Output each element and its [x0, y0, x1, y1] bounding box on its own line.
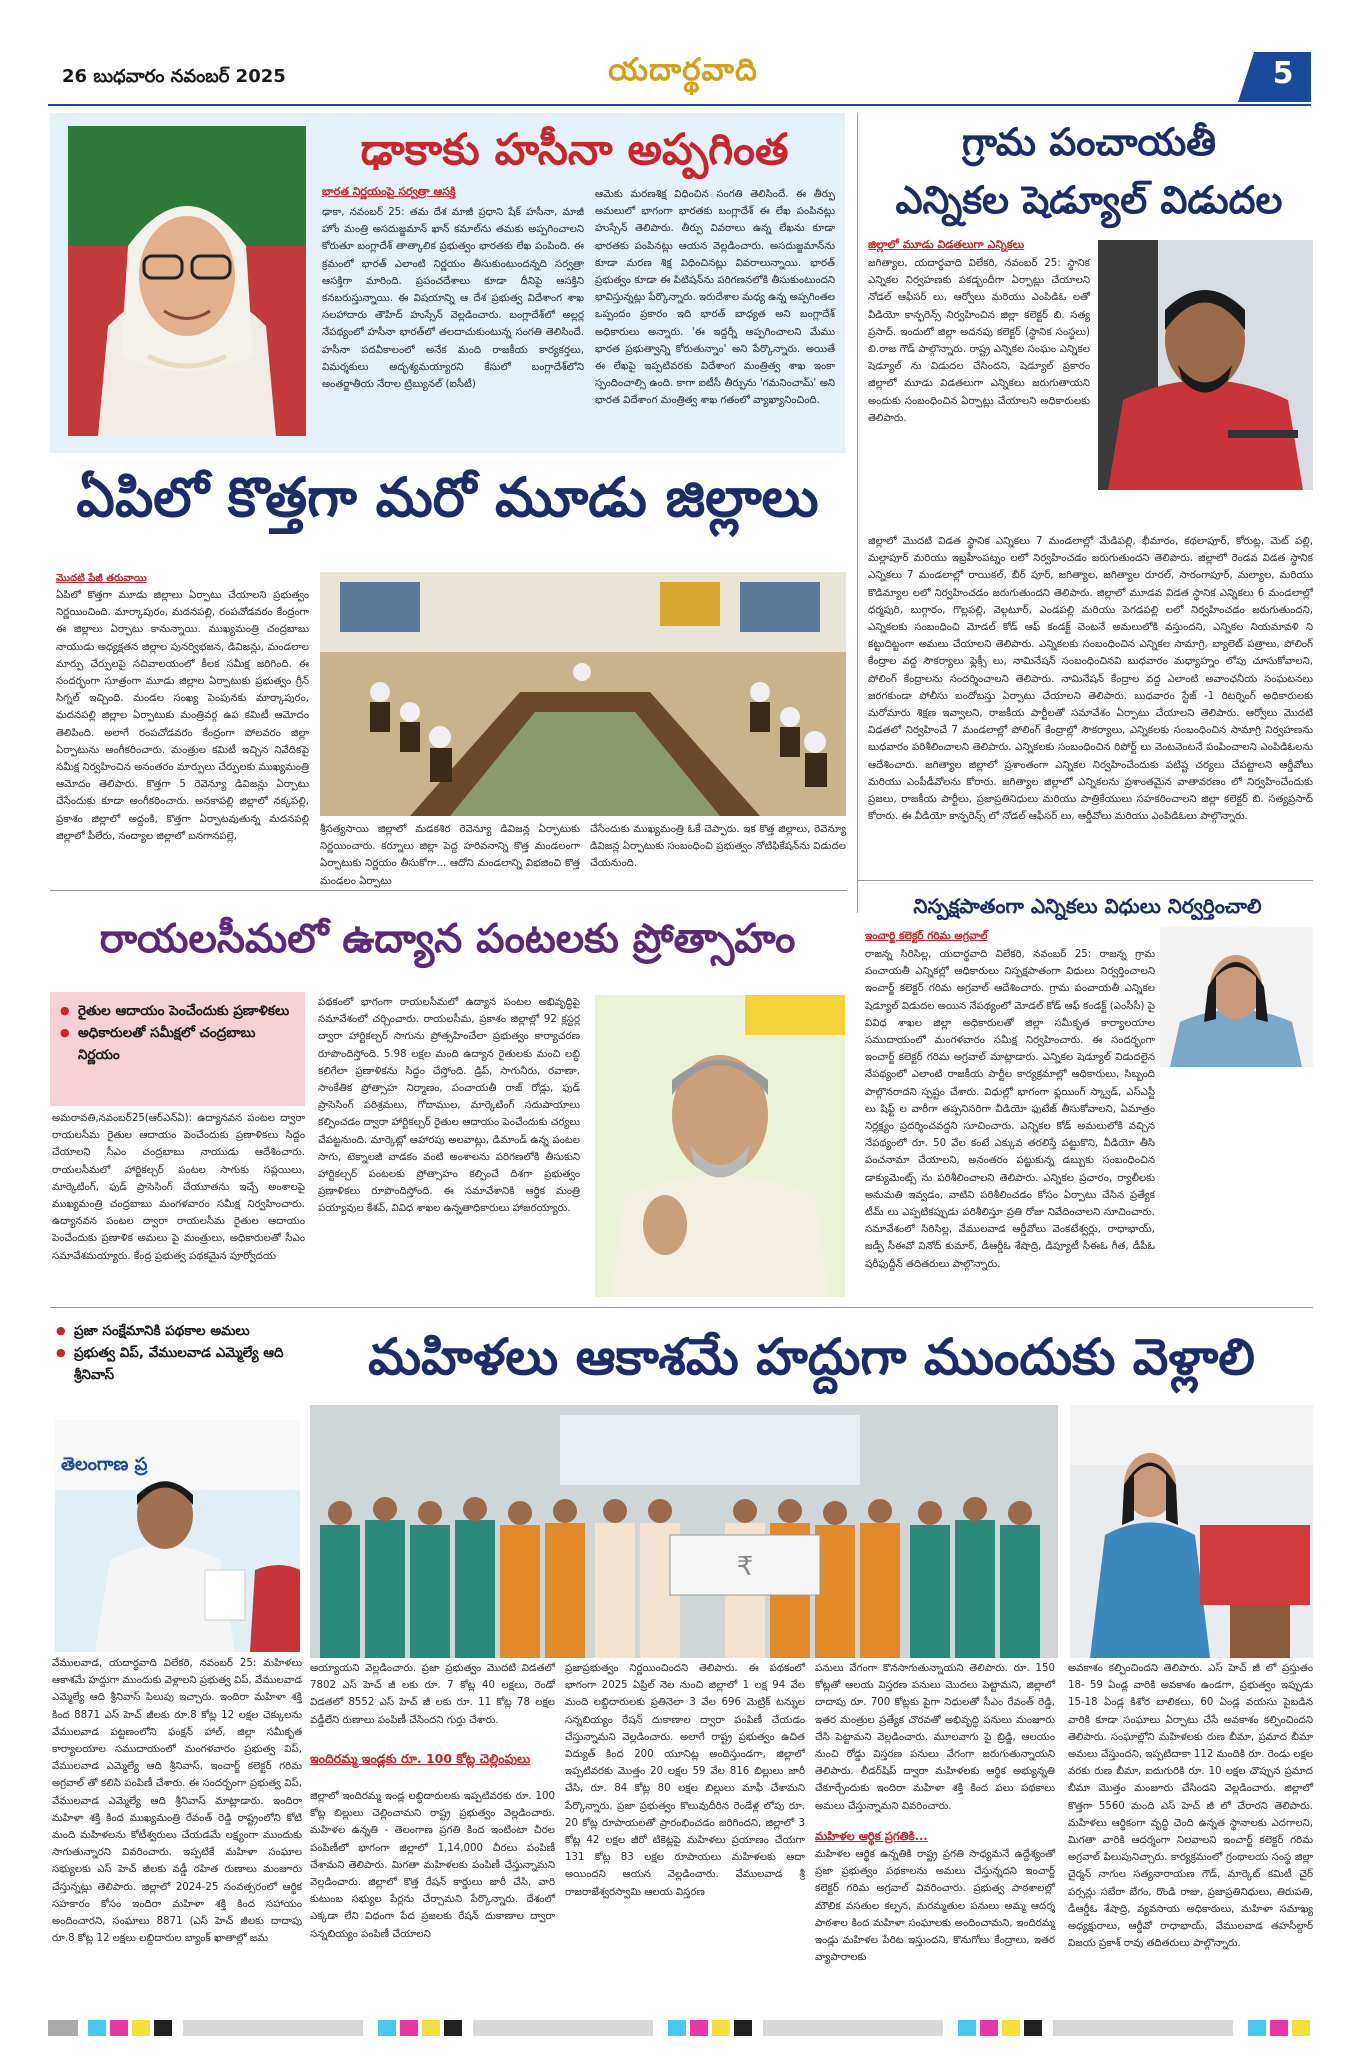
print-registration-strip	[48, 2016, 1311, 2040]
districts-body: ఏపిలో కొత్తగా మూడు జిల్లాలు ఏర్పాటు చేయాలని ప్రభుత్వం నిర్ణయించింది. మార్కాపురం, మదనపల్లి, రంపచోడవరం కేంద్రంగా ఈ జిల్లాలు ఏర్పాటు కానున్నాయి. ముఖ్యమంత్రి చంద్రబాబు నాయుడు అధ్యక్షతన జిల్లాల పునర్విభజన, డివిజన్లు, మండలాల మార్పు చేర్పులపై సచివాలయంలో కీలక సమీక్ష జరిగింది. ఈ సందర్భంగా సూత్రంగా మూడు జిల్లాల ఏర్పాటుకు ప్రభుత్వం గ్రీన్ సిగ్నల్ ఇచ్చింది. మండల సంఖ్య పెంపునకు మార్కాపురం, మదనపల్లి జిల్లాల ఏర్పాటుకు మంత్రివర్గ ఉప కమిటీ ఆమోదం తెలిపింది. అలాగే రంపచోడవరం కేంద్రంగా పోలవరం జిల్లా ఏర్పాటును అంగీకరించారు. మంత్రుల కమిటీ ఇచ్చిన నివేదికపై సమీక్ష నిర్వహించిన అనంతరం మార్పులు చేర్పులకు ముఖ్యమంత్రి ఆమోదం తెలిపారు. కొత్తగా 5 రెవెన్యూ డివిజన్లు ఏర్పాటు చేసేందుకు కూడా అంగీకరించారు. అనకాపల్లి జిల్లాలో నక్కపల్లి, ప్రకాశం జిల్లాలో అద్దంకి, కొత్తగా ఏర్పాటవుతున్న మదనపల్లి జిల్లాలో పీలేరు, నంద్యాల జిల్లాలో బనగానపల్లె,	[56, 590, 309, 842]
panchayat-headline-line1: గ్రామ పంచాయతీ	[961, 120, 1217, 164]
rayalaseema-bullet-box	[50, 992, 305, 1106]
cheque-distribution-photo	[310, 1405, 1058, 1658]
districts-kicker: మొదటి పేజీ తరువాయి	[56, 573, 147, 584]
panchayat-body: జిల్లాలో మొదటి విడత స్థానిక ఎన్నికలు 7 మండలాల్లో మేడిపల్లి, భీమారం, కథలాపూర్, కోరుట్ల, మెట్ పల్లి, మల్లాపూర్ మరియు ఇబ్రహీంపట్నం లలో నిర్వహించడం జరుగుతుందని తెలిపారు. జిల్లాలో రెండవ విడత స్థానిక ఎన్నికలు 7 మండలాల్లో రాయికల్, బీర్ పూర్, జగిత్యాల, జగిత్యాల రూరల్, సారంగాపూర్, మల్యాల, మరియు కొడిమ్యాల లలో నిర్వహించడం జరుగుతుందని తెలిపారు. జిల్లాలో మూడవ విడత స్థానిక ఎన్నికలు 6 మండలాల్లో ధర్మపురి, బుగ్గారం, గొల్లపల్లి, వెల్గటూర్, ఎండపల్లి మరియు పెగడపల్లి లలో నిర్వహించడం జరుగుతుందని, ఎన్నికలకు సంబంధించి మోడల్ కోడ్ ఆఫ్ కండక్ట్ వెంటనే అమలులోకి వస్తుందని, ఎన్నికల నియమావళి ని కట్టుదిట్టంగా అమలు చేయాలని తెలిపారు. ఎన్నికలకు సంబంధించిన ఎన్నికల సామాగ్రి, బ్యాలెట్ పత్రాలు, పోలింగ్ కేంద్రాల వద్ద సౌకర్యాలు ఫ్లెక్సీ లు, నామినేషన్ సంబంధించినవి బుధవారం మధ్యాహ్నం లోపు చూసుకోవాలని, పోలింగ్ కేంద్రాలను సందర్శించాలని తెలిపారు. నామినేషన్ కేంద్రాల వద్ద ఎలాంటి అవాంఛనీయ సంఘటనలు జరగకుండా పోలీసు బందోబస్తు ఏర్పాటు చేయాలని తెలిపారు. బుధవారం స్టేజ్ -1 రిటర్నింగ్ అధికారులకు మరోమారు శిక్షణ ఇవ్వాలని, రాజకీయ పార్టీలతో సమావేశం ఏర్పాటు చేయాలని తెలిపారు. ఆర్వోలు మొదటి విడతలో నిర్వహించే 7 మండలాల్లో పోలింగ్ కేంద్రాల్లో సౌకర్యాలు, ఎన్నికలకు సంబంధించిన సామాగ్రి నిర్వహణను బుధవారం పరిశీలించాలని తెలిపారు. ఎన్నికలకు సంబంధించిన రిపోర్ట్ లు వెంటవెంటనే పంపించాలని ఎంపిడిఓలను ఆదేశించారు. జగిత్యాల జిల్లాలో ప్రశాంతంగా ఎన్నికల నిర్వహించేందుకు పటిష్ట చర్యలు చేపట్టాలని ఆర్డీవోలు మరియు ఎంపీడీవోలను కోరారు. జగిత్యాల జిల్లాలో ఎన్నికలను ప్రశాంతమైన వాతావరణం లో నిర్వహించేందుకు ప్రజలు, రాజకీయ పార్టీలు, ప్రజాప్రతినిధులు మరియు పాత్రికేయులు సహకరించాలని జిల్లా కలెక్టర్ బి. సత్యప్రసాద్ కోరారు. ఈ వీడియో కాన్ఫరెన్స్ లో నోడల్ ఆఫీసర్ లు, ఆర్డీవోలు మరియు ఎంపిడిఓలు పాల్గొన్నారు.	[868, 536, 1313, 823]
banner-text: తెలంగాణ ప్ర	[61, 1454, 148, 1475]
hasina-kicker: భారత నిర్ణయంపై సర్వత్రా ఆసక్తి	[322, 185, 456, 198]
nishpakshapatam-headline: నిస్పక్షపాతంగా ఎన్నికలు విధులు నిర్వర్తించాలి	[913, 894, 1262, 918]
page-number: 5	[1272, 56, 1294, 91]
masthead	[48, 52, 1311, 104]
hasina-col-1: ఢాకా, నవంబర్ 25: తమ దేశ మాజీ ప్రధాని షేక్ హసీనా, మాజీ హోం మంత్రి అసదుజ్జమాన్ ఖాన్ కమాల్‌ను తమకు అప్పగించాలని కోరుతూ బంగ్లాదేశ్ తాత్కాలిక ప్రభుత్వం భారతకు లేఖ పంపింది. ఈ క్రమంలో భారత్ ఎలాంటి నిర్ణయం తీసుకుంటుందన్నది సర్వత్రా ఆసక్తిగా మారింది. ప్రపంచదేశాలు కూడా దీనిపై ఆసక్తిని కనబరుస్తున్నాయి. ఈ విషయాన్ని ఆ దేశ ప్రభుత్వ విదేశాంగ శాఖ సలహాదారు తౌహిద్ హుస్సేన్ వెల్లడించారు. బంగ్లాదేశ్‌లో అల్లర్ల నేపథ్యంలో హసీనా భారత్‌లో తలదాచుకుంటున్న సంగతి తెలిసిందే. హసీనా పదవీకాలంలో అనేక మంది రాజకీయ కార్యకర్తలు, విమర్శకులు అదృశ్యమయ్యారని కేసులో బంగ్లాదేశ్‌లోని అంతర్జాతీయ నేరాల ట్రిబ్యునల్ (ఐసీటీ)	[322, 207, 584, 391]
date-line: 26 బుధవారం నవంబర్ 2025	[62, 66, 286, 87]
panchayat-kicker: జిల్లాలో మూడు విడతలుగా ఎన్నికలు	[868, 238, 1025, 251]
women-col-5: అవకాశం కల్పించిందని తెలిపారు. ఎస్ హెచ్ జీ లో ప్రస్తుతం 18- 59 ఏండ్ల వారికి అవకాశం ఉండగా, ప్రభుత్వం ఇప్పుడు 15-18 ఏండ్ల కిశోర బాలికలు, 60 ఏండ్ల వయసు పైబడిన వారికి కూడా సంఘాలు ఏర్పాటు చేసే అవకాశం కల్పించిందని తెలిపారు. సంఘాల్లోని మహిళలకు రుణ బీమా, ప్రమాద బీమా అమలు చేస్తుందని, ఇప్పటిదాకా 112 మందికి రూ. రెండు లక్షల వరకు రుణ బీమా, ఐదుగురికి రూ. 10 లక్షల చొప్పున ప్రమాద బీమా మొత్తం మంజూరు చేసిందని వెల్లడించారు. జిల్లాలో కొత్తగా 5560 మంది ఎస్ హెచ్ జీ లో చేరారని తెలిపారు. మహిళలు ఆర్థికంగా వృద్ధి చెంది ఉన్నత స్థానాలకు ఎదగాలని, మిగతా వారికి ఆదర్శంగా నిలవాలని ఇంచార్జ్ కలెక్టర్ గరిమ అగ్రవాల్ పిలుపునిచ్చారు. కార్యక్రమంలో గ్రంథాలయ సంస్థ జిల్లా చైర్మన్ నాగుల సత్యనారాయణ గౌడ్, మార్కెట్ కమిటీ చైర్ పర్సన్లు సబేరా బేగం, రొండి రాజు, ప్రజాప్రతినిధులు, తిరుపతి, డీఆర్డీఓ శేషాద్రి, వ్యవసాయ అధికారులు, మహిళా సమాఖ్య అధ్యక్షురాలు, ఆర్డీవో రాధాభాయ్, వేములవాడ తహసీల్దార్ విజయ ప్రకాశ్ రావు తదితరులు పాల్గొన్నారు.	[1068, 1663, 1313, 1950]
rayalaseema-col-1: అమరావతి,నవంబర్25(ఆర్ఎన్ఏ): ఉద్యానవన పంటల ద్వారా రాయలసీమ రైతుల ఆదాయం పెంచేందుకు ప్రణాళికలు సిద్దం చేయాలని సీఎం చంద్రబాబు నాయుడు ఆదేశించారు. రాయలసీమలో హార్టికల్చర్ పంటల సాగుకు సప్లయిలు, మార్కెటింగ్, ఫుడ్ ప్రాసెసింగ్ చేయూతను ఇచ్చే అంశాలపై ముఖ్యమంత్రి చంద్రబాబు మంగళవారం సమీక్ష నిర్వహించారు. ఉద్యానవన పంటల ద్వారా రాయలసీమ రైతుల ఆదాయం పెంచేందుకు ప్రణాళిక అమలు పై మంత్రులు, అధికారులతో సీఎం సమావేశమయ్యారు. కేంద్ర ప్రభుత్వ పథకమైన పూర్వోదయ	[52, 1113, 305, 1262]
nishpakshapatam-body: రాజన్న సిరిసిల్ల, యదార్థవాది విలేకరి, నవంబర్ 25: రాజన్న గ్రామ పంచాయతీ ఎన్నికల్లో అధికారులు నిస్పక్షపాతంగా విధులు నిర్వర్తించాలని ఇంచార్జ్ కలెక్టర్ గరిమ అగ్రవాల్ ఆదేశించారు. గ్రామ పంచాయతీ ఎన్నికల షెడ్యూల్ విడుదల అయిన నేపథ్యంలో మోడల్ కోడ్ ఆఫ్ కండక్ట్ (ఎంసీసీ) పై వివిధ శాఖల జిల్లా అధికారులతో జిల్లా సమీకృత కార్యాలయాల సముదాయంలో మంగళవారం సమీక్ష నిర్వహించారు. ఈ సందర్భంగా ఇంచార్జ్ కలెక్టర్ గరిమ అగ్రవాల్ మాట్లాడారు. ఎన్నికల షెడ్యూల్ విడుదలైన నేపథ్యంలో ఎలాంటి రాజకీయ పార్టీల కార్యక్రమాల్లో అధికారులు, సిబ్బంది పాల్గొనరాదని స్పష్టం చేశారు. విధుల్లో భాగంగా ఫ్లయింగ్ స్క్వాడ్, ఎస్ఎస్టీ లు షిఫ్ట్ ల వారీగా తప్పనిసరిగా వీడియో ఫుటేజ్ తీసుకోవాలని, ఏమాత్రం నిర్లక్ష్యం ప్రదర్శించవద్దని సూచించారు. ఎన్నికల కోడ్ అమలులోకి వచ్చిన నేపథ్యంలో రూ. 50 వేల కంటే ఎక్కువ తరలిస్తే పట్టుకొని, వీడియో తీసి పంచనామా చేయాలని, అనంతరం పట్టుకున్న డబ్బుకు సంబంధించిన డాక్యుమెంట్స్ ను పరిశీలించాలని తెలిపారు. ఎన్నికల ప్రచారం, ర్యాలీలకు అనుమతి ఇవ్వడం, వాటిని పరిశీలించడం కోసం ఏర్పాటు చేసిన ప్రత్యేక టీమ్ లు ఎప్పటికప్పుడు పరిశీలిస్తూ ప్రతి రోజు నివేదించాలని సూచించారు. సమావేశంలో సిరిసిల్ల, వేములవాడ ఆర్డీవోలు వెంకటేశ్వర్లు, రాధాభాయ్, జడ్పీ సీఈవో వినోద్ కుమార్, డీఆర్డీఓ శేషాద్రి, డిప్యూటీ సీఈఓ గీత, డీపీఓ షరీఫుద్దీన్ తదితరులు పాల్గొన్నారు.	[865, 949, 1155, 1270]
women-col-2b: జిల్లాలో ఇందిరమ్మ ఇండ్ల లబ్ధిదారులకు ఇప్పటివరకు రూ. 100 కోట్ల బిల్లులు చెల్లించామని రాష్ట్ర ప్రభుత్వం వెల్లడించారు. మహిళల ఉన్నతి - తెలంగాణ ప్రగతి కింద ఇంటింటా చీరల పంపిణీలో భాగంగా జిల్లాలో 1,14,000 చీరలు పంపిణీ చేశామని తెలిపారు. మిగతా మహిళలకు పంపిణీ చేస్తున్నామని వెల్లడించారు. జిల్లాలో కొత్త రేషన్ కార్డులు జారీ చేసి, వారి కుటుంబ సభ్యుల పేర్లను చేర్చామని పేర్కొన్నారు. దేశంలో ఎక్కడా లేని విధంగా పేద ప్రజలకు రేషన్ దుకాణాల ద్వారా సన్నబియ్యం పంపిణీ చేయాలని	[310, 1791, 555, 1940]
incharge-collector-photo	[1160, 927, 1313, 1067]
women-col-4b: మహిళల ఆర్థిక ఉన్నతికి రాష్ట్ర ప్రగతి సాధ్యమనే ఉద్దేశ్యంతో ప్రజా ప్రభుత్వం పథకాలను అమలు చేస్తున్నదని ఇంచార్జ్ కలెక్టర్ గరిమ అగ్రవాల్ వివరించారు. ప్రభుత్వ పాఠశాలల్లో మౌలిక వసతుల కల్పన, మరమ్మతుల పనులు అమ్మ ఆదర్శ పాఠశాల కింద మహిళా సంఘాలకు అందించామని, ఇందిరమ్మ ఇండ్లు మహిళల పేరిట ఇస్తుందని, కొనుగోలు కేంద్రాలు, ఇతర వ్యాపారాలకు	[815, 1849, 1055, 1964]
women-col-4: పనులు వేగంగా కొనసాగుతున్నాయని తెలిపారు. రూ. 150 కోట్లతో ఆలయ విస్తరణ పనులు మొదలు పెట్టామని, జిల్లాలో దాదాపు రూ. 700 కోట్లకు పైగా నిధులతో సీఎం రేవంత్ రెడ్డి, ఇతర మంత్రుల ప్రత్యేక చొరవతో అభివృద్ధి పనులు మంజూరు చేసి పెట్టామని వెల్లడించారు. మూలవాగు పై బ్రిడ్జి, ఆలయం నుంచి రోడ్డు విస్తరణ పనులు వేగంగా జరుగుతున్నాయని తెలిపారు. లీడర్‌షిప్ ద్వారా మహిళలకు ఆర్థిక అభ్యున్నతి చేకూర్చేందుకు ఇందిరా మహిళా శక్తి కింద పలు పథకాలు అమలు చేస్తున్నామని వివరించారు.	[815, 1663, 1055, 1812]
women-col-1: వేములవాడ, యదార్థవాది విలేకరి, నవంబర్ 25: మహిళలు ఆకాశమే హద్దుగా ముందుకు వెళ్లాలని ప్రభుత్వ విప్, వేములవాడ ఎమ్మెల్యే ఆది శ్రీనివాస్ పిలుపు ఇచ్చారు. ఇందిరా మహిళా శక్తి కింద 8871 ఎస్ హెచ్ జీలకు రూ.8 కోట్ల 12 లక్షల చెక్కులను వేములవాడ పట్టణంలోని ఫంక్షన్ హాల్, జిల్లా సమీకృత కార్యాలయాల సముదాయంలో మంగళవారం ప్రభుత్వ విప్, వేములవాడ ఎమ్మెల్యే ఆది శ్రీనివాస్, ఇంచార్జ్ కలెక్టర్ గరిమ అగ్రవాల్ తో కలిసి పంపిణీ చేశారు. ఈ సందర్భంగా ప్రభుత్వ విప్, వేములవాడ ఎమ్మెల్యే ఆది శ్రీనివాస్ మాట్లాడారు. ఇందిరా మహిళా శక్తి కింద ముఖ్యమంత్రి రేవంత్ రెడ్డి రాష్ట్రంలోని కోటి మంది మహిళలను కోటీశ్వరులు చేయడమే లక్ష్యంగా ముందుకు సాగుతున్నారని వివరించారు. ఇప్పటికే మహిళా సంఘాల సభ్యులకు ఎస్ హెచ్ జీలకు వడ్డీ రహిత రుణాలు మంజూరు చేస్తున్నట్లు తెలిపారు. జిల్లాలో 2024-25 సంవత్సరంలో ఆర్థిక సహకారం కోసం ఇందిరా మహిళా శక్తి కింద సహాయం అందించారని, సంఘాలు 8871 (ఎస్ హెచ్ జీలకు దాదాపు రూ.8 కోట్ల 12 లక్షలు లబ్దిదారుల బ్యాంక్ ఖాతాల్లో జమ	[52, 1658, 302, 1945]
nishpakshapatam-kicker: ఇంచార్జి కలెక్టర్ గరిమ అగ్రవాల్	[865, 930, 988, 942]
women-bullet: ● ప్రభుత్వ విప్, వేములవాడ ఎమ్మెల్యే ఆది శ్రీనివాస్	[56, 1342, 294, 1386]
rayalaseema-col-2: పథకంలో భాగంగా రాయలసీమలో ఉద్యాన పంటల అభివృద్ధిపై సమావేశంలో చర్చించారు. రాయలసీమ, ప్రకాశం జిల్లాల్లో 92 క్లస్టర్ల ద్వారా హార్టికల్చర్ సాగును ప్రోత్సహించేలా ప్రభుత్వం కార్యాచరణ రూపొందిస్తోంది. 5.98 లక్షల మంది ఉద్యాన రైతులకు మంచి లబ్ధి కలిగేలా ప్రణాళికను సిద్ధం చేస్తోంది. డ్రిప్, సాగునీరు, రవాణా, సాంకేతిక ప్రోత్సాహ నిర్మాణం, పంచాయతీ రాజ్ రోడ్లు, ఫుడ్ ప్రాసెసింగ్ పరిశ్రమలు, గోదాముల, మార్కెటింగ్ సదుపాయాలు కల్పించడం ద్వారా హార్టికల్చర్ రైతుల ఆదాయం పెంచేందుకు చర్యలు చేపట్టనుంది. మార్కెట్లో ఆహారపు అలవాట్లు, డిమాండ్ ఉన్న పంటల సాగు, టెక్నాలజీ వాడకం వంటి అంశాలను పరిగణలోకి తీసుకుని హార్టికల్చర్ పంటలకు ప్రోత్సాహం కల్పించే దిశగా ప్రభుత్వం ప్రణాళికలు రూపొందిస్తోంది. ఈ సమావేశానికి ఆర్థిక మంత్రి పయ్యావుల కేశవ్, వివిధ శాఖల ఉన్నతాధికారులు హాజరయ్యారు.	[318, 997, 580, 1215]
panchayat-headline-line2: ఎన్నికల షెడ్యూల్ విడుదల	[895, 178, 1283, 222]
section-rule	[50, 1307, 1313, 1308]
hasina-col-2: ఆమెకు మరణశిక్ష విధించిన సంగతి తెలిసిందే. ఈ తీర్పు అమలులో భాగంగా భారతకు బంగ్లాదేశ్ ఈ లేఖ పంపినట్లు హుస్సేన్ తెలిపారు. తీర్పు వివరాలు ఉన్న లేఖను కూడా భారతకు పంపినట్లు ఆయన వెల్లడించారు. అసదుజ్జమాన్‌ను కూడా మరణ శిక్ష విధించినట్లు వివరాలున్నాయి. భారత్ ప్రభుత్వం కూడా ఈ పిటిషన్‌ను పరిగణనలోకి తీసుకుంటుందని భావిస్తున్నట్లు పేర్కొన్నారు. ఇరుదేశాల మధ్య ఉన్న అప్పగింతల ఒప్పందం ప్రకారం ఇది భారత్ బాధ్యత అని బంగ్లాదేశ్ అధికారులు అన్నారు. 'ఈ ఇద్దర్నీ అప్పగించాలని మేము భారత ప్రభుత్వాన్ని కోరుతున్నాం' అని పేర్కొన్నారు. అయితే ఈ లేఖపై ఇప్పటివరకు విదేశాంగ మంత్రిత్వ శాఖ ఇంకా స్పందించాల్సి ఉంది. కాగా ఐటీసీ తీర్పును 'గమనించామ్' అని భారత విదేశాంగ మంత్రిత్వ శాఖ గతంలో వ్యాఖ్యానించింది.	[595, 189, 835, 407]
women-col-2: అయ్యాయని వెల్లడించారు. ప్రజా ప్రభుత్వం మొదటి విడతలో 7802 ఎస్ హెచ్ జీ లకు రూ. 7 కోట్ల 40 లక్షలు, రెండో విడతలో 8552 ఎస్ హెచ్ జీ లకు రూ. 11 కోట్ల 78 లక్షల వడ్డీలేని రుణాలు పంపిణీ చేసిందని గుర్తు చేశారు.	[310, 1663, 555, 1726]
women-subhead-2: మహిళల ఆర్థిక ప్రగతికి...	[815, 1829, 928, 1843]
districts-col-2: శ్రీసత్యసాయి జిల్లాలో మడకశిర రెవెన్యూ డివిజన్ల ఏర్పాటుకు నిర్ణయించారు. కర్నూలు జిల్లా పెద్ద హరివనాన్ని కొత్త మండలంగా ఏర్పాటుకు నిర్ణయం తీసుకోగా... ఆదోని మండలాన్ని విభజించి కొత్త మండలం ఏర్పాటు	[320, 824, 580, 887]
section-rule	[50, 890, 847, 891]
section-rule	[858, 880, 1313, 881]
districts-col-3: చేసేందుకు ముఖ్యమంత్రి ఓకే చెప్పారు. ఇక కొత్త జిల్లాలు, రెవెన్యూ డివిజన్ల ఏర్పాటుకు సంబంధించి ప్రభుత్వం నోటిఫికేషన్‌ను విడుదల చేయనుంది.	[590, 824, 846, 870]
districts-headline: ఏపిలో కొత్తగా మరో మూడు జిల్లాలు	[76, 466, 819, 529]
collector-speaking-photo	[1070, 1405, 1313, 1658]
hasina-portrait-photo	[68, 126, 306, 436]
rayalaseema-headline: రాయలసీమలో ఉద్యాన పంటలకు ప్రోత్సాహం	[99, 916, 796, 962]
meeting-hall-photo	[320, 572, 846, 816]
chandrababu-portrait-photo	[595, 995, 845, 1297]
paper-name: యదార్థవాది	[608, 52, 758, 88]
mla-speaking-photo	[55, 1420, 300, 1652]
women-subhead: ఇందిరమ్మ ఇండ్లకు రూ. 100 కోట్ల చెల్లింపులు	[310, 1751, 531, 1766]
women-bullet: ● ప్రజా సంక్షేమానికి పథకాల అమలు	[56, 1320, 294, 1342]
rayalaseema-bullet: ● అధికారులతో సమీక్షలో చంద్రబాబు నిర్ణయం	[60, 1022, 295, 1066]
hasina-headline: ఢాకాకు హసీనా అప్పగింత	[360, 125, 789, 175]
collector-portrait-photo	[1098, 240, 1313, 490]
cheque-text: ₹	[736, 1552, 754, 1582]
column-divider	[857, 113, 858, 913]
masthead-rule	[48, 104, 1311, 106]
panchayat-intro: జగిత్యాల, యదార్థవాది విలేకరి, నవంబర్ 25: స్థానిక ఎన్నికల నిర్వహణకు పకడ్బందీగా ఏర్పాట్లు చేయాలని నోడల్ ఆఫీసర్ లు, ఆర్వోలు మరియు ఎంపిడిఓ లతో వీడియో కాన్ఫరెన్స్ నిర్వహించిన జిల్లా కలెక్టర్ బి. సత్య ప్రసాద్. ఇందులో జిల్లా అదనపు కలెక్టర్ (స్థానిక సంస్థలు) బి.రాజ గౌడ్ పాల్గొన్నారు. రాష్ట్ర ఎన్నికల సంఘం ఎన్నికల షెడ్యూల్ ను విడుదల చేసిందని, షెడ్యూల్ ప్రకారం జిల్లాలో మూడు విడతలుగా ఎన్నికలు జరుగుతాయని అందుకు సంబంధించిన ఏర్పాట్లు చేయాలని అధికారులకు తెలిపారు.	[868, 258, 1090, 424]
women-bullet-box	[50, 1316, 300, 1412]
rayalaseema-bullet: ● రైతుల ఆదాయం పెంచేందుకు ప్రణాళికలు	[60, 1000, 295, 1022]
women-col-3: ప్రజాప్రభుత్వం నిర్ణయించిందని తెలిపారు. ఈ పథకంలో భాగంగా 2025 ఏప్రిల్ నెల నుంచి జిల్లాలో 1 లక్ష 94 వేల మంది లబ్దిదారులకు ప్రతినెలా 3 వేల 696 మెట్రిక్ టన్నుల సన్నబియ్యం రేషన్ దుకాణాల ద్వారా పంపిణీ చేయడం చేస్తున్నామని వెల్లడించారు. అలాగే రాష్ట్ర ప్రభుత్వం ఉచిత విద్యుత్ కింద 200 యూనిట్ల అందిస్తుండగా, జిల్లాలో ఇప్పటివరకు మొత్తం 20 లక్షల 59 వేల 816 బిల్లులు జారీ చేసి, రూ. 84 కోట్ల 80 లక్షల బిల్లులు మాఫీ చేశామని పేర్కొన్నారు. ప్రజా ప్రభుత్వం కొలువుదీరిన రెండేళ్ల లోపు రూ. 20 కోట్ల రూపాయలతో ప్రారంభించడం జరిగిందని, జిల్లాలో 3 కోట్ల 42 లక్షల జీరో టికెట్లపై మహిళలు ప్రయాణం చేయగా 131 కోట్ల 83 లక్షల రూపాయలు మహిళలకు ఆదా అయిందని ఆయన వెల్లడించారు. వేములవాడ శ్రీ రాజరాజేశ్వరస్వామి ఆలయ విస్తరణ	[565, 1663, 805, 1898]
women-headline: మహిళలు ఆకాశమే హద్దుగా ముందుకు వెళ్లాలి	[368, 1328, 1255, 1386]
